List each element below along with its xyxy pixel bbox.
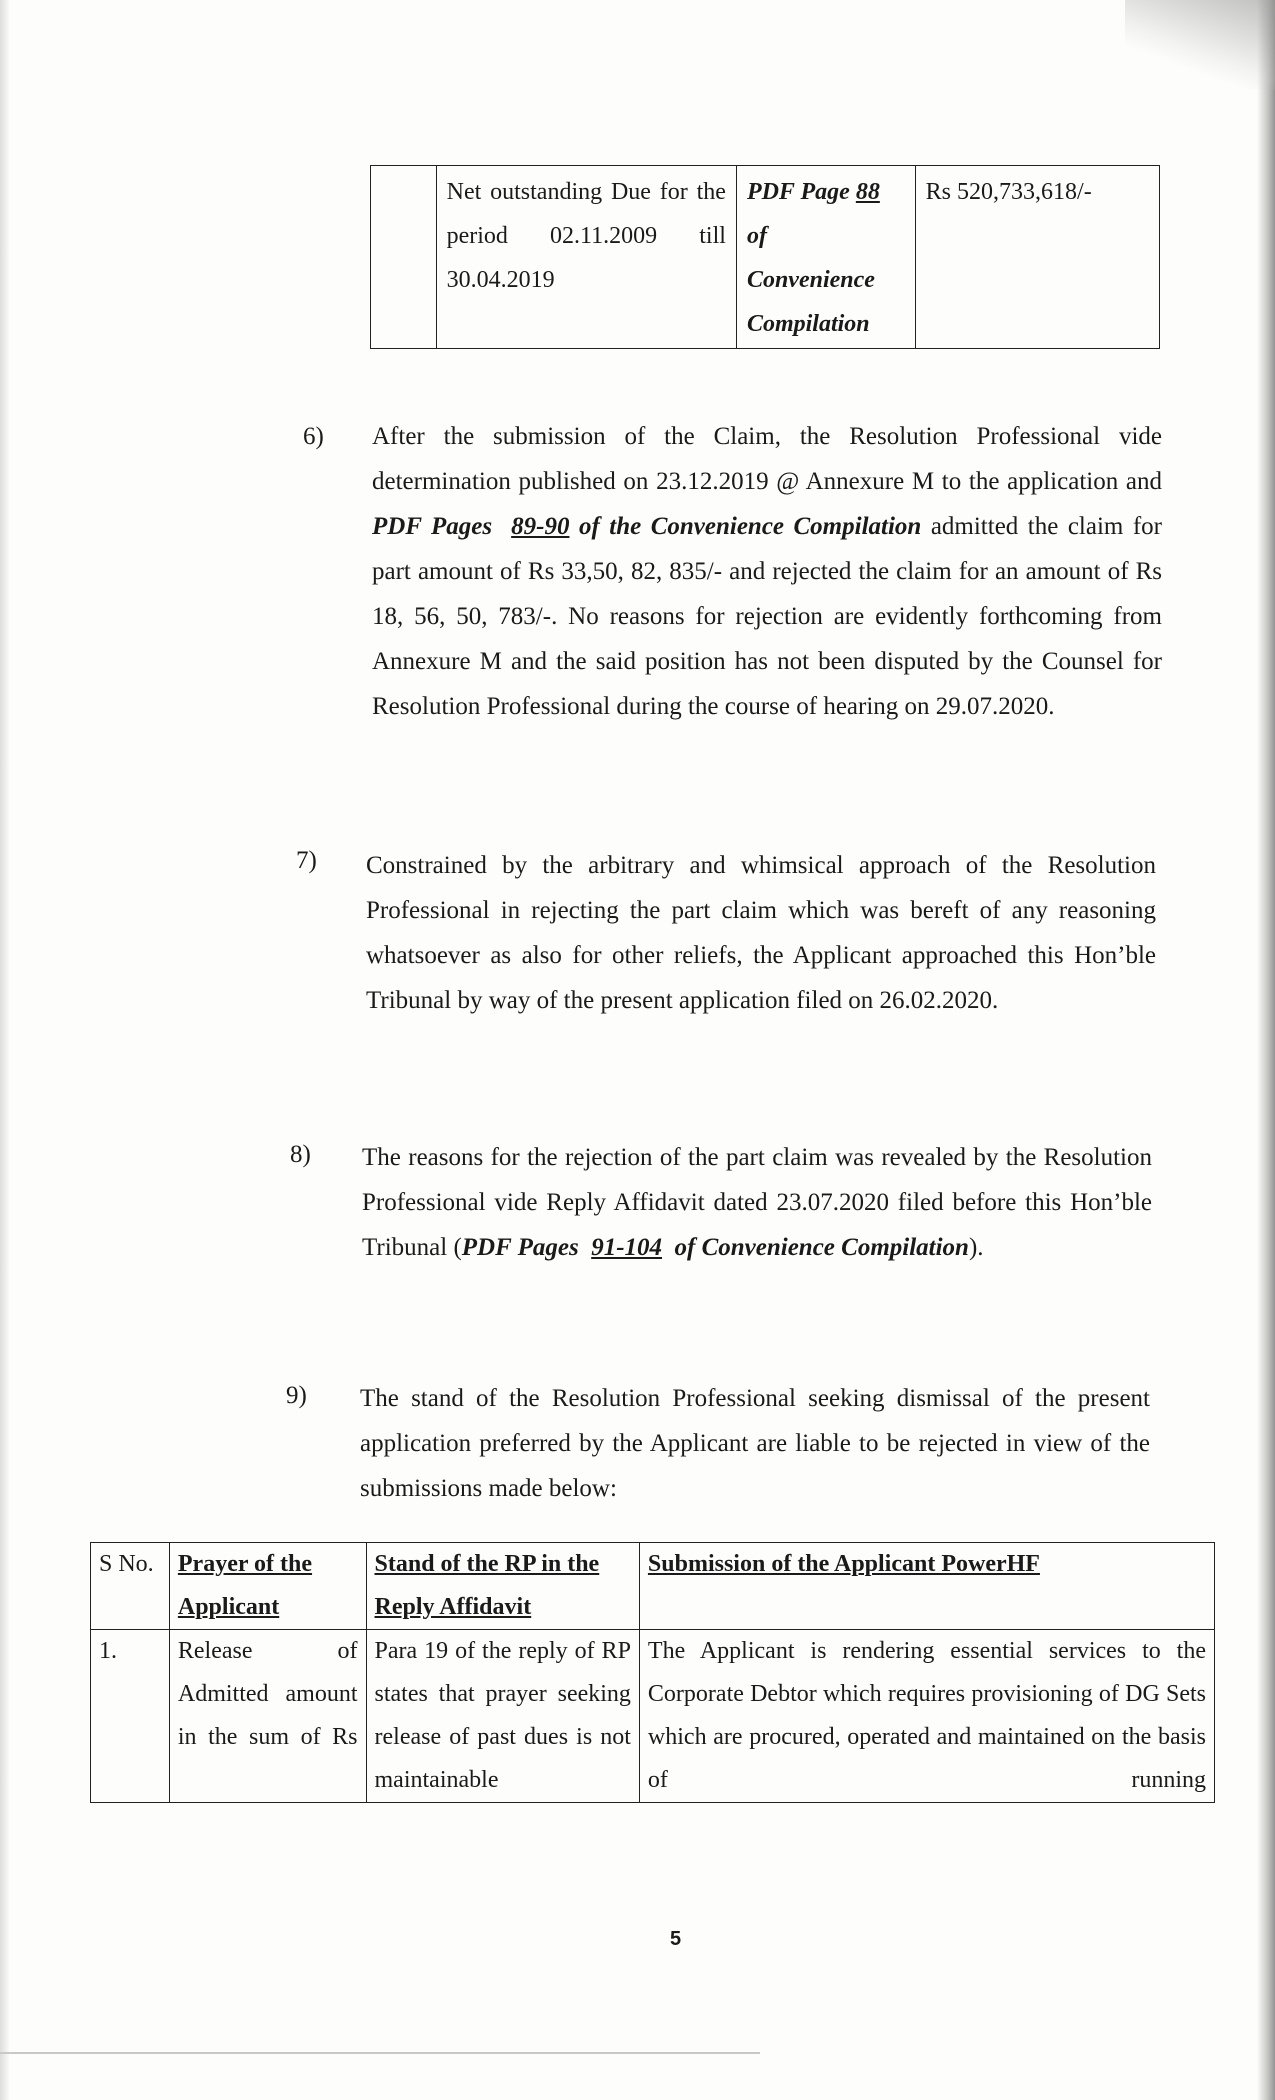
ref-suffix-1: of: [746, 223, 767, 249]
paragraph-number: 8): [290, 1141, 311, 1168]
table-header-row: [91, 1543, 1215, 1630]
header-sno: S No.: [91, 1543, 170, 1630]
submissions-table: [90, 1542, 1215, 1803]
reference-label: PDF Pages: [372, 513, 493, 540]
table-row: [91, 1630, 1215, 1803]
table-row: [371, 166, 1160, 349]
ref-suffix-2: Convenience Compilation: [746, 267, 875, 337]
page-number: 5: [670, 1928, 682, 1950]
cell-submission: The Applicant is rendering essential services to the Corporate Debtor which requires provisioning of DG Sets which are procured, operated and maintained on the basis of running: [639, 1630, 1214, 1803]
cell-prayer: Release of Admitted amount in the sum of Rs: [169, 1630, 366, 1803]
header-submission: Submission of the Applicant PowerHF: [639, 1543, 1214, 1630]
description-cell: Net outstanding Due for the period 02.11.2009 till 30.04.2019: [436, 166, 736, 349]
reference-pages: 91-104: [591, 1234, 663, 1261]
ref-page: 88: [855, 179, 880, 205]
header-prayer: Prayer of the Applicant: [169, 1543, 366, 1630]
cell-stand: Para 19 of the reply of RP states that prayer seeking release of past dues is not maintainable: [366, 1630, 639, 1803]
scan-bottom-line: [0, 2052, 760, 2054]
reference-source: of Convenience Compilation: [674, 1234, 969, 1261]
reference-cell: [736, 166, 915, 349]
header-stand: Stand of the RP in the Reply Affidavit: [366, 1543, 639, 1630]
scan-shadow-right: [1257, 0, 1275, 2100]
paragraph-number: 7): [296, 847, 317, 874]
scan-shadow-left: [0, 0, 10, 2100]
amount-cell: Rs 520,733,618/-: [915, 166, 1159, 349]
paragraph-text-a: The reasons for the rejection of the part claim was revealed by the Resolution Professional vide Reply Affidavit dated 23.07.2020 filed before this Hon’ble Tribunal (: [362, 1144, 1152, 1261]
paragraph-text-b: ).: [968, 1234, 984, 1261]
reference-label: PDF Pages: [461, 1234, 579, 1261]
cell-sno: 1.: [91, 1630, 170, 1803]
reference-pages: 89-90: [511, 513, 570, 540]
paragraph-text: [372, 414, 1162, 729]
paragraph-text-b: admitted the claim for part amount of Rs 33,50, 82, 835/- and rejected the claim for an amount of Rs 18, 56, 50, 783/-. No reasons for rejection are evidently forthcoming from Annexure M and the said position has not been disputed by the Counsel for Resolution Professional during the course of hearing on 29.07.2020.: [372, 513, 1162, 720]
paragraph-text: [362, 1135, 1152, 1270]
empty-cell: [371, 166, 437, 349]
paragraph-number: 9): [286, 1382, 307, 1409]
paragraph-text: Constrained by the arbitrary and whimsical approach of the Resolution Professional in rejecting the part claim which was bereft of any reasoning whatsoever as also for other reliefs, the Applicant approached this Hon’ble Tribunal by way of the present application filed on 26.02.2020.: [366, 852, 1156, 1014]
reference-source: of the Convenience Compilation: [578, 513, 922, 540]
claim-summary-table: [370, 165, 1160, 349]
ref-prefix: PDF Page: [746, 179, 856, 205]
paragraph-text: The stand of the Resolution Professional seeking dismissal of the present application preferred by the Applicant are liable to be rejected in view of the submissions made below:: [360, 1385, 1150, 1502]
paragraph-number: 6): [303, 423, 324, 450]
paragraph-text-a: After the submission of the Claim, the Resolution Professional vide determination published on 23.12.2019 @ Annexure M to the application and: [372, 423, 1162, 495]
scan-corner-shadow: [1125, 0, 1275, 90]
